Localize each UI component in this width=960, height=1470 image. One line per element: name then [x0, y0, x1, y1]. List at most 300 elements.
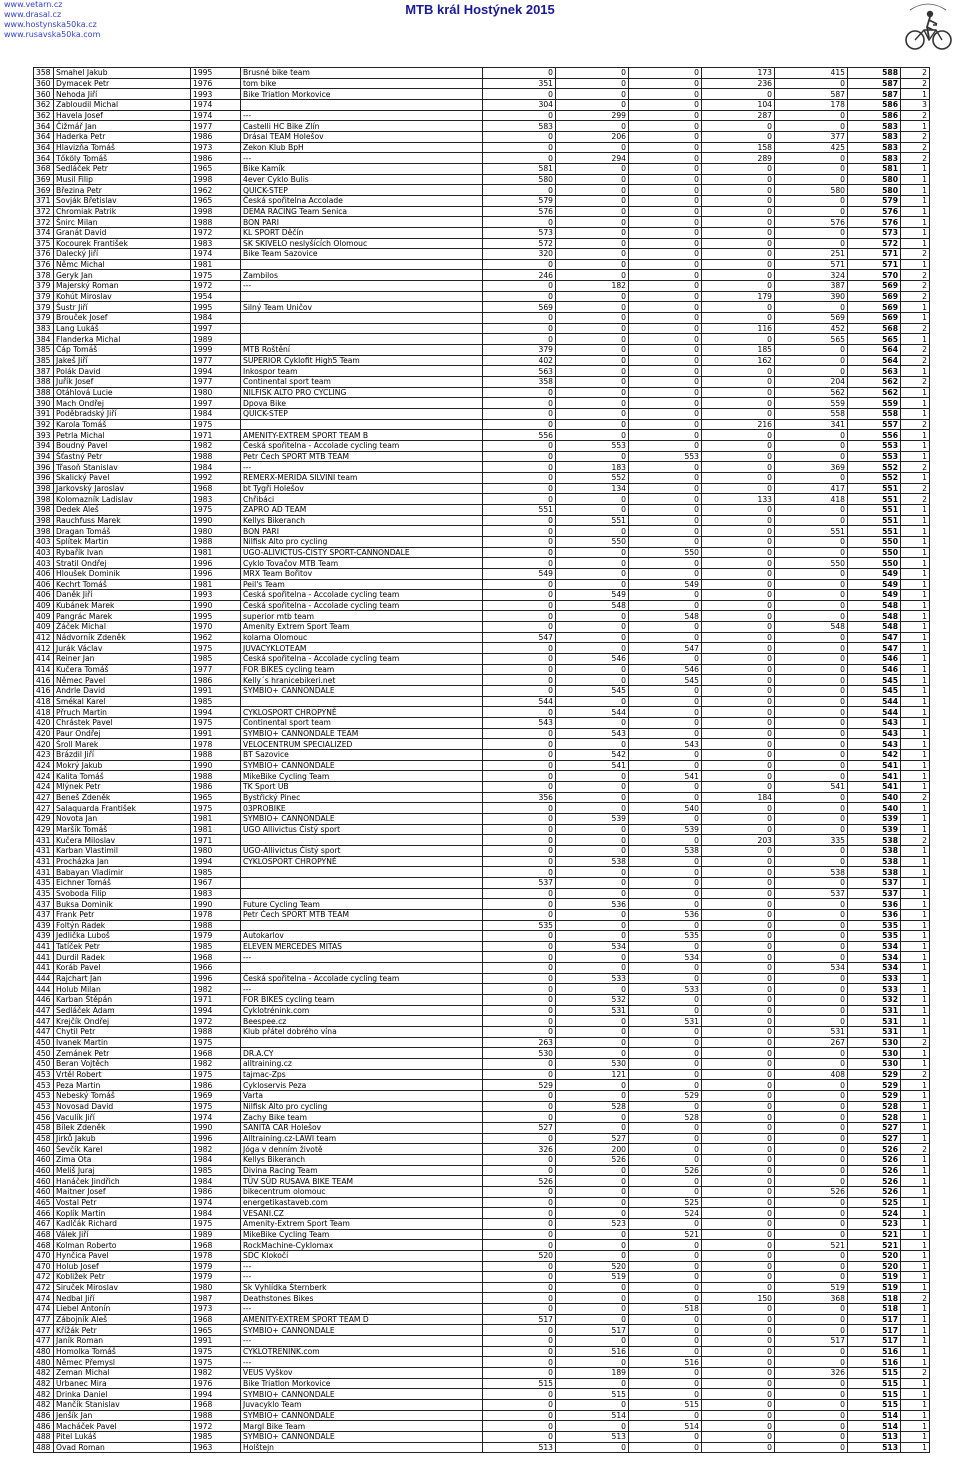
total-points-cell: 538 [848, 867, 901, 878]
table-row [34, 654, 930, 665]
table-row [34, 1336, 930, 1347]
year-cell: 1971 [191, 835, 241, 846]
race1-points-cell: 535 [483, 920, 556, 931]
table-row [34, 590, 930, 601]
race3-points-cell: 0 [629, 877, 702, 888]
table-row [34, 451, 930, 462]
race3-points-cell: 0 [629, 494, 702, 505]
year-cell: 1974 [191, 110, 241, 121]
team-cell: Dpova Bike [241, 398, 483, 409]
year-cell: 1968 [191, 1314, 241, 1325]
race5-points-cell: 0 [775, 1133, 848, 1144]
name-cell: Tőköly Tomáš [54, 153, 191, 164]
total-points-cell: 553 [848, 451, 901, 462]
race-count-cell: 1 [901, 632, 930, 643]
race4-points-cell: 0 [702, 590, 775, 601]
race4-points-cell: 0 [702, 1432, 775, 1443]
year-cell: 1978 [191, 909, 241, 920]
total-points-cell: 516 [848, 1346, 901, 1357]
team-cell: NILFISK ALTO PRO CYCLING [241, 387, 483, 398]
race-count-cell: 1 [901, 579, 930, 590]
total-points-cell: 515 [848, 1368, 901, 1379]
race4-points-cell: 0 [702, 195, 775, 206]
rank-cell: 453 [34, 1080, 54, 1091]
race5-points-cell: 390 [775, 291, 848, 302]
table-row [34, 899, 930, 910]
race5-points-cell: 0 [775, 451, 848, 462]
race1-points-cell: 0 [483, 963, 556, 974]
race1-points-cell: 358 [483, 377, 556, 388]
total-points-cell: 541 [848, 781, 901, 792]
race5-points-cell: 0 [775, 430, 848, 441]
table-row [34, 238, 930, 249]
race2-points-cell: 0 [556, 68, 629, 79]
race-count-cell: 2 [901, 281, 930, 292]
race-count-cell: 1 [901, 1218, 930, 1229]
rank-cell: 480 [34, 1346, 54, 1357]
rank-cell: 468 [34, 1229, 54, 1240]
team-cell: --- [241, 153, 483, 164]
name-cell: Siruček Miroslav [54, 1282, 191, 1293]
race3-points-cell: 0 [629, 1325, 702, 1336]
race1-points-cell: 0 [483, 888, 556, 899]
race1-points-cell: 0 [483, 728, 556, 739]
year-cell: 1981 [191, 824, 241, 835]
rank-cell: 394 [34, 440, 54, 451]
race4-points-cell: 0 [702, 1091, 775, 1102]
race5-points-cell: 417 [775, 483, 848, 494]
year-cell: 1968 [191, 952, 241, 963]
race2-points-cell: 0 [556, 867, 629, 878]
total-points-cell: 551 [848, 494, 901, 505]
race-count-cell: 1 [901, 1378, 930, 1389]
race3-points-cell: 534 [629, 952, 702, 963]
race2-points-cell: 0 [556, 302, 629, 313]
total-points-cell: 544 [848, 707, 901, 718]
race1-points-cell: 0 [483, 1261, 556, 1272]
race-count-cell: 1 [901, 1229, 930, 1240]
total-points-cell: 556 [848, 430, 901, 441]
race5-points-cell: 267 [775, 1037, 848, 1048]
race4-points-cell: 0 [702, 995, 775, 1006]
race-count-cell: 1 [901, 909, 930, 920]
total-points-cell: 515 [848, 1378, 901, 1389]
team-cell: Amenity-Extrem Sport Team [241, 1218, 483, 1229]
rank-cell: 414 [34, 664, 54, 675]
name-cell: Procházka Jan [54, 856, 191, 867]
total-points-cell: 540 [848, 803, 901, 814]
race5-points-cell: 519 [775, 1282, 848, 1293]
total-points-cell: 581 [848, 163, 901, 174]
rank-cell: 390 [34, 398, 54, 409]
race2-points-cell: 182 [556, 281, 629, 292]
race5-points-cell: 526 [775, 1186, 848, 1197]
race-count-cell: 2 [901, 153, 930, 164]
rank-cell: 379 [34, 281, 54, 292]
year-cell: 1975 [191, 1346, 241, 1357]
team-cell: KL SPORT Děčín [241, 227, 483, 238]
team-cell [241, 963, 483, 974]
race2-points-cell: 0 [556, 1293, 629, 1304]
team-cell: kolarna Olomouc [241, 632, 483, 643]
rank-cell: 453 [34, 1091, 54, 1102]
race4-points-cell: 0 [702, 931, 775, 942]
year-cell: 1991 [191, 1336, 241, 1347]
race-count-cell: 1 [901, 856, 930, 867]
race5-points-cell: 178 [775, 99, 848, 110]
name-cell: Kučera Tomáš [54, 664, 191, 675]
year-cell: 1994 [191, 1005, 241, 1016]
year-cell: 1986 [191, 1186, 241, 1197]
total-points-cell: 529 [848, 1091, 901, 1102]
race2-points-cell: 530 [556, 1059, 629, 1070]
race2-points-cell: 0 [556, 1027, 629, 1038]
year-cell: 1954 [191, 291, 241, 302]
team-cell: Česká spořitelna - Accolade cycling team [241, 973, 483, 984]
race1-points-cell: 0 [483, 941, 556, 952]
year-cell: 1965 [191, 163, 241, 174]
team-cell: Kellys Bikeranch [241, 1154, 483, 1165]
year-cell: 1999 [191, 345, 241, 356]
year-cell: 1975 [191, 1101, 241, 1112]
link-vetarn[interactable]: www.vetarn.cz [4, 0, 63, 9]
table-row [34, 1261, 930, 1272]
race2-points-cell: 0 [556, 1016, 629, 1027]
total-points-cell: 557 [848, 419, 901, 430]
race1-points-cell: 0 [483, 750, 556, 761]
table-row [34, 611, 930, 622]
team-cell: Cyklotrénink.com [241, 1005, 483, 1016]
name-cell: Daněk Jiří [54, 590, 191, 601]
race1-points-cell: 0 [483, 387, 556, 398]
team-cell: --- [241, 952, 483, 963]
year-cell: 1988 [191, 771, 241, 782]
table-row [34, 419, 930, 430]
race2-points-cell: 516 [556, 1346, 629, 1357]
race5-points-cell: 0 [775, 590, 848, 601]
race-count-cell: 2 [901, 291, 930, 302]
year-cell: 1989 [191, 1229, 241, 1240]
table-row [34, 1272, 930, 1283]
race3-points-cell: 0 [629, 750, 702, 761]
race2-points-cell: 0 [556, 1314, 629, 1325]
race4-points-cell: 179 [702, 291, 775, 302]
race2-points-cell: 0 [556, 1421, 629, 1432]
year-cell: 1996 [191, 568, 241, 579]
name-cell: Kolomazník Ladislav [54, 494, 191, 505]
race3-points-cell: 0 [629, 515, 702, 526]
race5-points-cell: 0 [775, 1122, 848, 1133]
race2-points-cell: 0 [556, 739, 629, 750]
race4-points-cell: 0 [702, 686, 775, 697]
team-cell: energetikastaveb.com [241, 1197, 483, 1208]
total-points-cell: 514 [848, 1410, 901, 1421]
name-cell: Polák David [54, 366, 191, 377]
race4-points-cell: 0 [702, 1368, 775, 1379]
race2-points-cell: 0 [556, 1282, 629, 1293]
team-cell: Castelli HC Bike Zlín [241, 121, 483, 132]
race2-points-cell: 0 [556, 451, 629, 462]
race3-points-cell: 0 [629, 99, 702, 110]
rank-cell: 412 [34, 643, 54, 654]
table-row [34, 1378, 930, 1389]
race5-points-cell: 0 [775, 1304, 848, 1315]
race-count-cell: 1 [901, 622, 930, 633]
team-cell: tajmac-Zps [241, 1069, 483, 1080]
table-row [34, 440, 930, 451]
race3-points-cell: 0 [629, 1218, 702, 1229]
link-hostynska50ka[interactable]: www.hostynska50ka.cz [4, 20, 97, 29]
race4-points-cell: 0 [702, 760, 775, 771]
table-row [34, 718, 930, 729]
race4-points-cell: 0 [702, 1336, 775, 1347]
rank-cell: 429 [34, 824, 54, 835]
total-points-cell: 569 [848, 313, 901, 324]
total-points-cell: 571 [848, 249, 901, 260]
race3-points-cell: 0 [629, 270, 702, 281]
table-row [34, 1197, 930, 1208]
race2-points-cell: 0 [556, 824, 629, 835]
year-cell: 1973 [191, 1304, 241, 1315]
year-cell: 1985 [191, 867, 241, 878]
name-cell: Flanderka Michal [54, 334, 191, 345]
race4-points-cell: 287 [702, 110, 775, 121]
team-cell: BT Sazovice [241, 750, 483, 761]
race3-points-cell: 0 [629, 973, 702, 984]
table-row [34, 323, 930, 334]
table-row [34, 1027, 930, 1038]
table-row [34, 622, 930, 633]
race5-points-cell: 0 [775, 1005, 848, 1016]
year-cell: 1984 [191, 313, 241, 324]
table-row [34, 1144, 930, 1155]
race4-points-cell: 158 [702, 142, 775, 153]
team-cell: Česká spořitelna Accolade [241, 195, 483, 206]
rank-cell: 420 [34, 739, 54, 750]
table-row [34, 131, 930, 142]
race2-points-cell: 0 [556, 931, 629, 942]
table-row [34, 78, 930, 89]
race-count-cell: 1 [901, 1400, 930, 1411]
rank-cell: 480 [34, 1357, 54, 1368]
year-cell: 1984 [191, 409, 241, 420]
race1-points-cell: 0 [483, 451, 556, 462]
race3-points-cell: 548 [629, 611, 702, 622]
table-row [34, 313, 930, 324]
team-cell: bt Tygři Holešov [241, 483, 483, 494]
race2-points-cell: 0 [556, 1091, 629, 1102]
table-row [34, 707, 930, 718]
rank-cell: 474 [34, 1293, 54, 1304]
year-cell: 1993 [191, 590, 241, 601]
race-count-cell: 1 [901, 1016, 930, 1027]
race1-points-cell: 0 [483, 952, 556, 963]
table-row [34, 334, 930, 345]
total-points-cell: 550 [848, 536, 901, 547]
race-count-cell: 1 [901, 472, 930, 483]
race4-points-cell: 0 [702, 1197, 775, 1208]
race3-points-cell: 0 [629, 174, 702, 185]
race5-points-cell: 0 [775, 163, 848, 174]
race4-points-cell: 0 [702, 526, 775, 537]
race4-points-cell: 0 [702, 1421, 775, 1432]
team-cell: Bystřický Pinec [241, 792, 483, 803]
race2-points-cell: 0 [556, 195, 629, 206]
team-cell: Silný Team Uničov [241, 302, 483, 313]
race-count-cell: 1 [901, 1389, 930, 1400]
race5-points-cell: 571 [775, 259, 848, 270]
race5-points-cell: 0 [775, 1229, 848, 1240]
race5-points-cell: 0 [775, 1346, 848, 1357]
rank-cell: 429 [34, 813, 54, 824]
link-rusavska50ka[interactable]: www.rusavska50ka.com [4, 30, 101, 39]
table-row [34, 1368, 930, 1379]
total-points-cell: 513 [848, 1432, 901, 1443]
race4-points-cell: 0 [702, 515, 775, 526]
link-drasal[interactable]: www.drasal.cz [4, 10, 62, 19]
year-cell: 1994 [191, 366, 241, 377]
race3-points-cell: 0 [629, 920, 702, 931]
race5-points-cell: 0 [775, 536, 848, 547]
year-cell: 1982 [191, 1059, 241, 1070]
race5-points-cell: 534 [775, 963, 848, 974]
total-points-cell: 524 [848, 1208, 901, 1219]
year-cell: 1990 [191, 515, 241, 526]
table-row [34, 686, 930, 697]
team-cell: SYMBIO+ CANNONDALE [241, 686, 483, 697]
total-points-cell: 533 [848, 984, 901, 995]
year-cell: 1990 [191, 600, 241, 611]
table-row [34, 920, 930, 931]
race5-points-cell: 0 [775, 153, 848, 164]
race3-points-cell: 0 [629, 696, 702, 707]
name-cell: Mokrý Jakub [54, 760, 191, 771]
rank-cell: 437 [34, 909, 54, 920]
total-points-cell: 562 [848, 387, 901, 398]
race2-points-cell: 183 [556, 462, 629, 473]
race5-points-cell: 0 [775, 1165, 848, 1176]
team-cell: --- [241, 1357, 483, 1368]
race1-points-cell: 572 [483, 238, 556, 249]
race4-points-cell: 0 [702, 462, 775, 473]
name-cell: Maršík Tomáš [54, 824, 191, 835]
race3-points-cell: 0 [629, 654, 702, 665]
team-cell: Peil's Team [241, 579, 483, 590]
race1-points-cell: 0 [483, 1208, 556, 1219]
table-row [34, 366, 930, 377]
name-cell: Karban Štěpán [54, 995, 191, 1006]
race5-points-cell: 0 [775, 813, 848, 824]
race3-points-cell: 0 [629, 1027, 702, 1038]
race4-points-cell: 0 [702, 771, 775, 782]
rank-cell: 364 [34, 153, 54, 164]
race4-points-cell: 0 [702, 281, 775, 292]
name-cell: Žáček Michal [54, 622, 191, 633]
name-cell: Zábojník Aleš [54, 1314, 191, 1325]
race5-points-cell: 0 [775, 1314, 848, 1325]
team-cell: CYKLOSPORT CHROPYNĚ [241, 707, 483, 718]
name-cell: Němc Michal [54, 259, 191, 270]
rank-cell: 379 [34, 302, 54, 313]
race1-points-cell: 0 [483, 515, 556, 526]
race2-points-cell: 0 [556, 227, 629, 238]
race1-points-cell: 0 [483, 622, 556, 633]
team-cell: Continental sport team [241, 718, 483, 729]
race5-points-cell: 0 [775, 632, 848, 643]
total-points-cell: 587 [848, 78, 901, 89]
rank-cell: 387 [34, 366, 54, 377]
team-cell [241, 1037, 483, 1048]
race1-points-cell: 320 [483, 249, 556, 260]
name-cell: Buksa Dominik [54, 899, 191, 910]
race4-points-cell: 0 [702, 313, 775, 324]
name-cell: Krejčík Ondřej [54, 1016, 191, 1027]
race2-points-cell: 0 [556, 1080, 629, 1091]
team-cell: Inkospor team [241, 366, 483, 377]
rank-cell: 409 [34, 622, 54, 633]
race4-points-cell: 203 [702, 835, 775, 846]
race2-points-cell: 0 [556, 504, 629, 515]
team-cell: bikecentrum olomouc [241, 1186, 483, 1197]
rank-cell: 424 [34, 781, 54, 792]
race-count-cell: 3 [901, 99, 930, 110]
total-points-cell: 586 [848, 99, 901, 110]
year-cell: 1977 [191, 377, 241, 388]
race1-points-cell: 583 [483, 121, 556, 132]
year-cell: 1980 [191, 1282, 241, 1293]
name-cell: Svoboda Filip [54, 888, 191, 899]
race5-points-cell: 558 [775, 409, 848, 420]
rank-cell: 460 [34, 1165, 54, 1176]
race5-points-cell: 368 [775, 1293, 848, 1304]
race-count-cell: 2 [901, 323, 930, 334]
race5-points-cell: 0 [775, 78, 848, 89]
race3-points-cell: 0 [629, 121, 702, 132]
race1-points-cell: 569 [483, 302, 556, 313]
team-cell: --- [241, 1272, 483, 1283]
race-count-cell: 1 [901, 888, 930, 899]
race-count-cell: 1 [901, 718, 930, 729]
race5-points-cell: 0 [775, 643, 848, 654]
team-cell: Kellys Bikeranch [241, 515, 483, 526]
total-points-cell: 583 [848, 131, 901, 142]
name-cell: Jenšík Jan [54, 1410, 191, 1421]
race-count-cell: 1 [901, 387, 930, 398]
race3-points-cell: 0 [629, 792, 702, 803]
team-cell: SYMBIO+ CANNONDALE [241, 760, 483, 771]
rank-cell: 474 [34, 1304, 54, 1315]
race-count-cell: 1 [901, 984, 930, 995]
total-points-cell: 530 [848, 1037, 901, 1048]
race-count-cell: 1 [901, 1122, 930, 1133]
total-points-cell: 573 [848, 227, 901, 238]
year-cell: 1994 [191, 707, 241, 718]
rank-cell: 431 [34, 835, 54, 846]
race-count-cell: 1 [901, 877, 930, 888]
race-count-cell: 1 [901, 813, 930, 824]
rank-cell: 477 [34, 1325, 54, 1336]
year-cell: 1975 [191, 504, 241, 515]
year-cell: 1985 [191, 1165, 241, 1176]
year-cell: 1994 [191, 856, 241, 867]
total-points-cell: 520 [848, 1261, 901, 1272]
race1-points-cell: 0 [483, 1218, 556, 1229]
race1-points-cell: 563 [483, 366, 556, 377]
year-cell: 1983 [191, 238, 241, 249]
total-points-cell: 517 [848, 1336, 901, 1347]
rank-cell: 375 [34, 238, 54, 249]
race1-points-cell: 0 [483, 1346, 556, 1357]
